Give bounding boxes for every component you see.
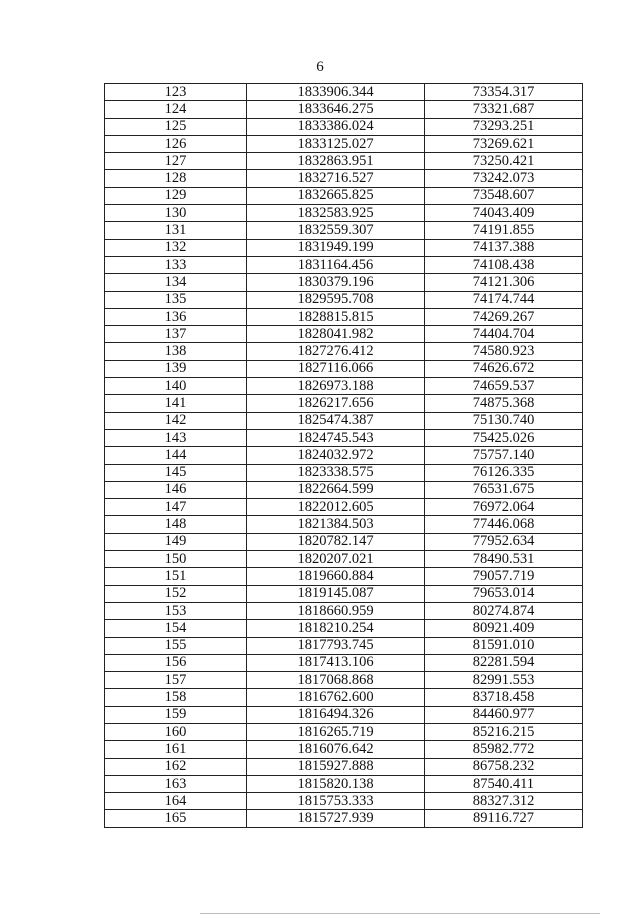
y-coordinate-cell: 73354.317 <box>425 84 583 101</box>
table-row <box>105 378 583 395</box>
point-number-cell: 137 <box>105 326 247 343</box>
y-coordinate-cell: 88327.312 <box>425 793 583 810</box>
table-row <box>105 187 583 204</box>
table-row <box>105 308 583 325</box>
y-coordinate-cell: 79653.014 <box>425 585 583 602</box>
y-coordinate-cell: 74043.409 <box>425 205 583 222</box>
x-coordinate-cell: 1819145.087 <box>247 585 425 602</box>
x-coordinate-cell: 1817413.106 <box>247 654 425 671</box>
y-coordinate-cell: 79057.719 <box>425 568 583 585</box>
y-coordinate-cell: 82281.594 <box>425 654 583 671</box>
point-number-cell: 128 <box>105 170 247 187</box>
point-number-cell: 127 <box>105 153 247 170</box>
y-coordinate-cell: 73548.607 <box>425 187 583 204</box>
y-coordinate-cell: 89116.727 <box>425 810 583 827</box>
y-coordinate-cell: 73293.251 <box>425 118 583 135</box>
point-number-cell: 134 <box>105 274 247 291</box>
point-number-cell: 150 <box>105 551 247 568</box>
y-coordinate-cell: 83718.458 <box>425 689 583 706</box>
y-coordinate-cell: 74174.744 <box>425 291 583 308</box>
x-coordinate-cell: 1827276.412 <box>247 343 425 360</box>
y-coordinate-cell: 73321.687 <box>425 101 583 118</box>
x-coordinate-cell: 1827116.066 <box>247 360 425 377</box>
point-number-cell: 164 <box>105 793 247 810</box>
table-row <box>105 602 583 619</box>
y-coordinate-cell: 74659.537 <box>425 378 583 395</box>
x-coordinate-cell: 1820207.021 <box>247 551 425 568</box>
x-coordinate-cell: 1833906.344 <box>247 84 425 101</box>
table-row <box>105 118 583 135</box>
x-coordinate-cell: 1815820.138 <box>247 775 425 792</box>
y-coordinate-cell: 85216.215 <box>425 723 583 740</box>
x-coordinate-cell: 1832583.925 <box>247 205 425 222</box>
x-coordinate-cell: 1820782.147 <box>247 533 425 550</box>
point-number-cell: 153 <box>105 602 247 619</box>
y-coordinate-cell: 74121.306 <box>425 274 583 291</box>
table-row <box>105 343 583 360</box>
x-coordinate-cell: 1832716.527 <box>247 170 425 187</box>
table-row <box>105 481 583 498</box>
y-coordinate-cell: 75130.740 <box>425 412 583 429</box>
y-coordinate-cell: 76126.335 <box>425 464 583 481</box>
table-row <box>105 205 583 222</box>
point-number-cell: 136 <box>105 308 247 325</box>
table-row <box>105 274 583 291</box>
point-number-cell: 162 <box>105 758 247 775</box>
table-row <box>105 256 583 273</box>
x-coordinate-cell: 1816762.600 <box>247 689 425 706</box>
table-row <box>105 706 583 723</box>
x-coordinate-cell: 1822012.605 <box>247 499 425 516</box>
table-row <box>105 758 583 775</box>
table-row <box>105 689 583 706</box>
x-coordinate-cell: 1817793.745 <box>247 637 425 654</box>
x-coordinate-cell: 1822664.599 <box>247 481 425 498</box>
point-number-cell: 158 <box>105 689 247 706</box>
x-coordinate-cell: 1815927.888 <box>247 758 425 775</box>
y-coordinate-cell: 75425.026 <box>425 429 583 446</box>
table-row <box>105 723 583 740</box>
y-coordinate-cell: 86758.232 <box>425 758 583 775</box>
table-row <box>105 447 583 464</box>
point-number-cell: 157 <box>105 672 247 689</box>
table-row <box>105 654 583 671</box>
x-coordinate-cell: 1816265.719 <box>247 723 425 740</box>
y-coordinate-cell: 74875.368 <box>425 395 583 412</box>
y-coordinate-cell: 87540.411 <box>425 775 583 792</box>
y-coordinate-cell: 73242.073 <box>425 170 583 187</box>
table-row <box>105 620 583 637</box>
x-coordinate-cell: 1831164.456 <box>247 256 425 273</box>
page-number: 6 <box>316 59 324 75</box>
table-row <box>105 585 583 602</box>
x-coordinate-cell: 1830379.196 <box>247 274 425 291</box>
y-coordinate-cell: 78490.531 <box>425 551 583 568</box>
table-row <box>105 637 583 654</box>
table-row <box>105 568 583 585</box>
point-number-cell: 155 <box>105 637 247 654</box>
y-coordinate-cell: 81591.010 <box>425 637 583 654</box>
table-row <box>105 516 583 533</box>
x-coordinate-cell: 1818660.959 <box>247 602 425 619</box>
table-row <box>105 775 583 792</box>
point-number-cell: 151 <box>105 568 247 585</box>
table-row <box>105 170 583 187</box>
table-row <box>105 672 583 689</box>
x-coordinate-cell: 1816494.326 <box>247 706 425 723</box>
y-coordinate-cell: 80921.409 <box>425 620 583 637</box>
point-number-cell: 138 <box>105 343 247 360</box>
point-number-cell: 146 <box>105 481 247 498</box>
x-coordinate-cell: 1826973.188 <box>247 378 425 395</box>
table-row <box>105 741 583 758</box>
y-coordinate-cell: 74626.672 <box>425 360 583 377</box>
point-number-cell: 152 <box>105 585 247 602</box>
y-coordinate-cell: 74269.267 <box>425 308 583 325</box>
x-coordinate-cell: 1815753.333 <box>247 793 425 810</box>
point-number-cell: 125 <box>105 118 247 135</box>
y-coordinate-cell: 76972.064 <box>425 499 583 516</box>
point-number-cell: 144 <box>105 447 247 464</box>
point-number-cell: 141 <box>105 395 247 412</box>
table-row <box>105 395 583 412</box>
x-coordinate-cell: 1828041.982 <box>247 326 425 343</box>
table-row <box>105 153 583 170</box>
y-coordinate-cell: 75757.140 <box>425 447 583 464</box>
x-coordinate-cell: 1833646.275 <box>247 101 425 118</box>
point-number-cell: 149 <box>105 533 247 550</box>
x-coordinate-cell: 1825474.387 <box>247 412 425 429</box>
point-number-cell: 130 <box>105 205 247 222</box>
x-coordinate-cell: 1824745.543 <box>247 429 425 446</box>
point-number-cell: 148 <box>105 516 247 533</box>
point-number-cell: 129 <box>105 187 247 204</box>
table-row <box>105 810 583 827</box>
x-coordinate-cell: 1828815.815 <box>247 308 425 325</box>
y-coordinate-cell: 73269.621 <box>425 135 583 152</box>
x-coordinate-cell: 1821384.503 <box>247 516 425 533</box>
table-row <box>105 291 583 308</box>
y-coordinate-cell: 82991.553 <box>425 672 583 689</box>
y-coordinate-cell: 85982.772 <box>425 741 583 758</box>
table-row <box>105 135 583 152</box>
point-number-cell: 165 <box>105 810 247 827</box>
point-number-cell: 143 <box>105 429 247 446</box>
point-number-cell: 156 <box>105 654 247 671</box>
point-number-cell: 161 <box>105 741 247 758</box>
table-row <box>105 499 583 516</box>
table-row <box>105 793 583 810</box>
point-number-cell: 163 <box>105 775 247 792</box>
x-coordinate-cell: 1826217.656 <box>247 395 425 412</box>
y-coordinate-cell: 74191.855 <box>425 222 583 239</box>
point-number-cell: 123 <box>105 84 247 101</box>
x-coordinate-cell: 1817068.868 <box>247 672 425 689</box>
point-number-cell: 133 <box>105 256 247 273</box>
x-coordinate-cell: 1833125.027 <box>247 135 425 152</box>
table-row <box>105 101 583 118</box>
x-coordinate-cell: 1829595.708 <box>247 291 425 308</box>
table-row <box>105 239 583 256</box>
table-row <box>105 533 583 550</box>
y-coordinate-cell: 76531.675 <box>425 481 583 498</box>
point-number-cell: 135 <box>105 291 247 308</box>
point-number-cell: 142 <box>105 412 247 429</box>
x-coordinate-cell: 1832665.825 <box>247 187 425 204</box>
point-number-cell: 140 <box>105 378 247 395</box>
y-coordinate-cell: 80274.874 <box>425 602 583 619</box>
y-coordinate-cell: 74108.438 <box>425 256 583 273</box>
x-coordinate-cell: 1832863.951 <box>247 153 425 170</box>
y-coordinate-cell: 74404.704 <box>425 326 583 343</box>
y-coordinate-cell: 84460.977 <box>425 706 583 723</box>
table-row <box>105 551 583 568</box>
table-row <box>105 84 583 101</box>
x-coordinate-cell: 1816076.642 <box>247 741 425 758</box>
scan-edge-line <box>200 913 600 914</box>
table-row <box>105 464 583 481</box>
table-row <box>105 326 583 343</box>
x-coordinate-cell: 1831949.199 <box>247 239 425 256</box>
point-number-cell: 126 <box>105 135 247 152</box>
x-coordinate-cell: 1818210.254 <box>247 620 425 637</box>
x-coordinate-cell: 1833386.024 <box>247 118 425 135</box>
point-number-cell: 160 <box>105 723 247 740</box>
x-coordinate-cell: 1815727.939 <box>247 810 425 827</box>
point-number-cell: 139 <box>105 360 247 377</box>
point-number-cell: 132 <box>105 239 247 256</box>
point-number-cell: 124 <box>105 101 247 118</box>
point-number-cell: 145 <box>105 464 247 481</box>
table-row <box>105 222 583 239</box>
x-coordinate-cell: 1824032.972 <box>247 447 425 464</box>
y-coordinate-cell: 73250.421 <box>425 153 583 170</box>
point-number-cell: 131 <box>105 222 247 239</box>
table-row <box>105 412 583 429</box>
x-coordinate-cell: 1819660.884 <box>247 568 425 585</box>
y-coordinate-cell: 74580.923 <box>425 343 583 360</box>
point-number-cell: 147 <box>105 499 247 516</box>
point-number-cell: 159 <box>105 706 247 723</box>
y-coordinate-cell: 77446.068 <box>425 516 583 533</box>
y-coordinate-cell: 74137.388 <box>425 239 583 256</box>
point-number-cell: 154 <box>105 620 247 637</box>
y-coordinate-cell: 77952.634 <box>425 533 583 550</box>
x-coordinate-cell: 1832559.307 <box>247 222 425 239</box>
table-row <box>105 429 583 446</box>
coordinates-table <box>104 83 583 828</box>
x-coordinate-cell: 1823338.575 <box>247 464 425 481</box>
table-row <box>105 360 583 377</box>
coordinates-table-body <box>105 84 583 828</box>
